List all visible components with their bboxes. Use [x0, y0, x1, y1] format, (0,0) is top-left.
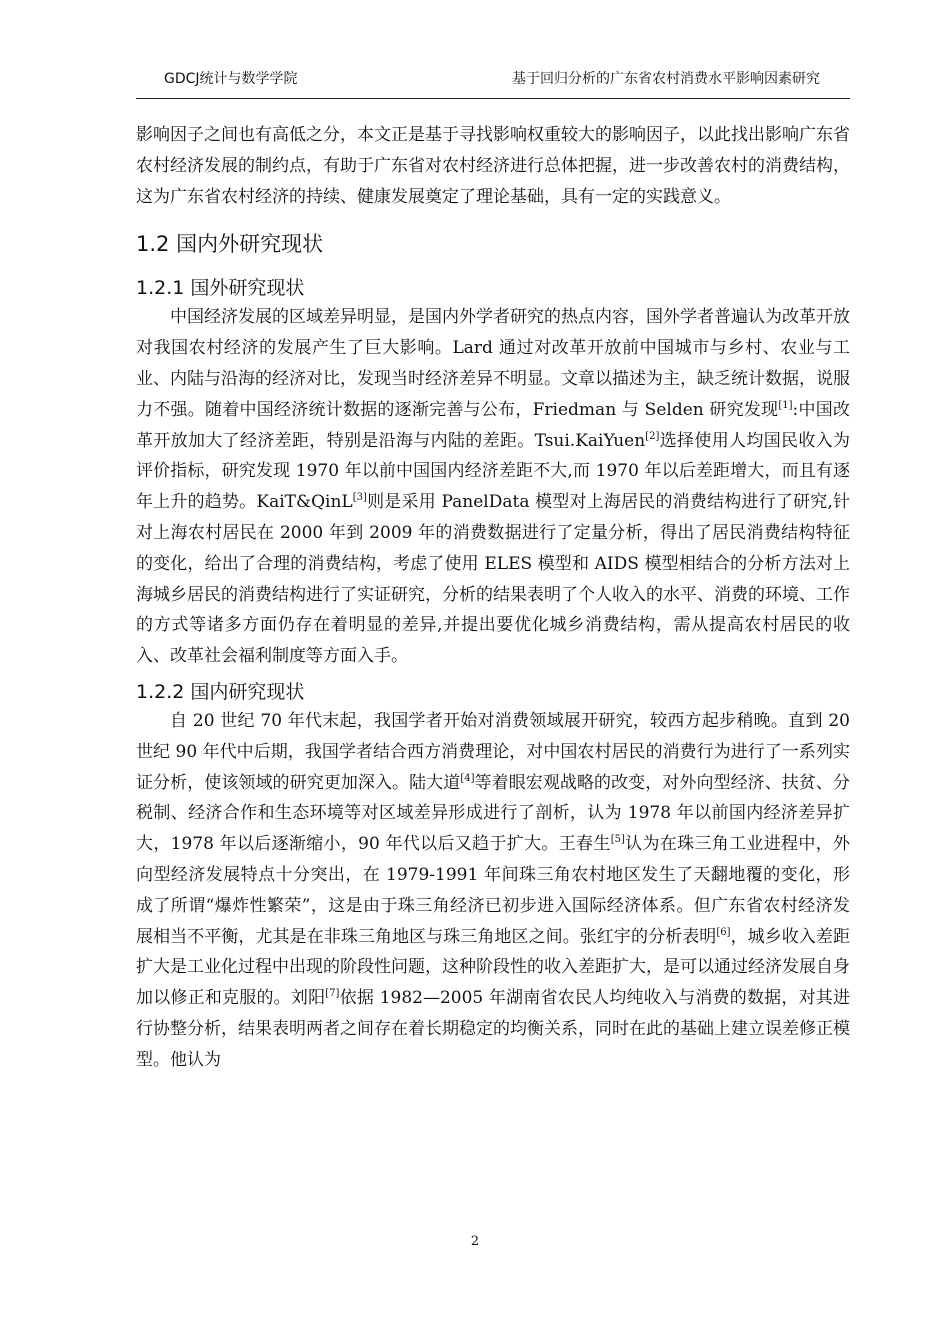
page-number: 2 — [470, 1234, 480, 1249]
text-run: ，城乡收入差距扩大是工业化过程中出现的阶段性问题，这种阶段性的收入差距扩大，是可以通过经济发展自身加以修正和克服的。刘阳 — [136, 926, 850, 1009]
section-heading-1-2: 1.2 国内外研究现状 — [136, 232, 324, 257]
header-institution: GDCJ统计与数学学院 — [164, 71, 298, 87]
section-heading-1-2-2: 1.2.2 国内研究现状 — [136, 680, 305, 703]
text-run: 等着眼宏观战略的改变，对外向型经济、扶贫、分税制、经济合作和生态环境等对区域差异形成进行了剖析，认为 1978 年以前国内经济差异扩大，1978 年以后逐渐缩小，90 年代以后又趋于扩大。王春生 — [136, 772, 851, 855]
section-heading-1-2-1: 1.2.1 国外研究现状 — [136, 277, 305, 300]
citation: [3] — [352, 492, 367, 504]
text-run: 依据 1982—2005 年湖南省农民人均纯收入与消费的数据，对其进行协整分析，结果表明两者之间存在着长期稳定的均衡关系，同时在此的基础上建立误差修正模型。他认为 — [136, 988, 851, 1070]
citation: [4] — [460, 772, 475, 784]
citation: [5] — [610, 834, 625, 846]
text-run: 则是采用 PanelData 模型对上海居民的消费结构进行了研究,针对上海农村居民在 2000 年到 2009 年的消费数据进行了定量分析，得出了居民消费结构特征的变化，给出了合理的消费结构，考虑了使用 ELES 模型和 AIDS 模型相结合的分析方法对上海城乡居民的消费结构进行了实证研究，分析的结果表明了个人收入的水平、消费的环境、工作的方式等诸多方面仍存在着明显的差异,并提出要优化城乡消费结构，需从提高农村居民的收入、改革社会福利制度等方面入手。 — [136, 492, 850, 667]
header-paper-title: 基于回归分析的广东省农村消费水平影响因素研究 — [512, 71, 820, 87]
foreign-research-paragraph — [136, 302, 850, 672]
citation: [7] — [325, 988, 340, 1000]
citation: [6] — [716, 926, 731, 938]
citation: [2] — [645, 430, 660, 442]
text-run: 中国经济发展的区域差异明显，是国内外学者研究的热点内容，国外学者普遍认为改革开放对我国农村经济的发展产生了巨大影响。Lard 通过对改革开放前中国城市与乡村、农业与工业、内陆与沿海的经济对比，发现当时经济差异不明显。文章以描述为主，缺乏统计数据，说服力不强。随着中国经济统计数据的逐渐完善与公布，Friedman 与 Selden 研究发现 — [136, 307, 850, 420]
page-content — [136, 120, 850, 1076]
intro-paragraph: 影响因子之间也有高低之分，本文正是基于寻找影响权重较大的影响因子，以此找出影响广东省农村经济发展的制约点，有助于广东省对农村经济进行总体把握，进一步改善农村的消费结构，这为广东省农村经济的持续、健康发展奠定了理论基础，具有一定的实践意义。 — [136, 125, 850, 207]
text-run: 自 20 世纪 70 年代末起，我国学者开始对消费领域展开研究，较西方起步稍晚。直到 20 世纪 90 年代中后期，我国学者结合西方消费理论，对中国农村居民的消费行为进行了一系列实证分析，使该领域的研究更加深入。陆大道 — [136, 710, 850, 793]
text-run: 认为在珠三角工业进程中，外向型经济发展特点十分突出，在 1979-1991 年间珠三角农村地区发生了天翻地覆的变化，形成了所谓“爆炸性繁荣”，这是由于珠三角经济已初步进入国际经济体系。但广东省农村经济发展相当不平衡，尤其是在非珠三角地区与珠三角地区之间。张红宇的分析表明 — [136, 834, 851, 947]
text-run: :中国改革开放加大了经济差距，特别是沿海与内陆的差距。Tsui.KaiYuen — [136, 399, 850, 451]
page-header — [136, 58, 850, 99]
citation: [1] — [778, 399, 793, 411]
domestic-research-paragraph — [136, 706, 850, 1076]
text-run: 选择使用人均国民收入为评价指标，研究发现 1970 年以前中国国内经济差距不大,而 1970 年以后差距增大，而且有逐年上升的趋势。KaiT&QinL — [136, 430, 851, 513]
